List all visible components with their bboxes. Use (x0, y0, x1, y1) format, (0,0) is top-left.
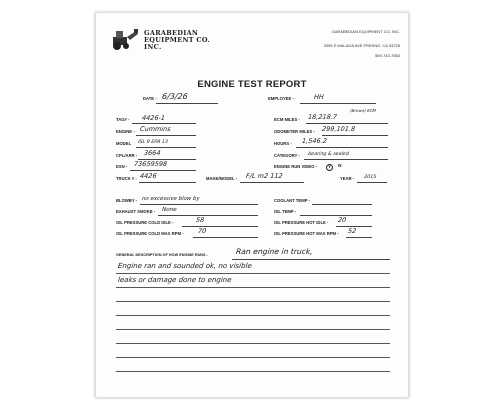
description-line-2 (116, 287, 390, 288)
category-label: CATEGORY - (274, 153, 300, 158)
tag-value: 4426-1 (141, 114, 166, 122)
video-option-n[interactable]: N (338, 164, 342, 169)
odometer-value: 299,101.8 (321, 125, 356, 133)
exhaust-value: None (161, 207, 177, 213)
esn-label: ESN - (116, 164, 128, 169)
model-value: ISL 9 EPA 13 (137, 140, 169, 145)
exhaust-line (158, 215, 258, 216)
cpl-value: 3664 (143, 149, 161, 157)
report-title: ENGINE TEST REPORT (197, 79, 307, 90)
description-label: GENERAL DESCRIPTION OF HOW ENGINE RUNS - (116, 253, 208, 257)
video-option-y[interactable]: Y (327, 165, 332, 170)
date-line (156, 103, 218, 104)
tag-label: TAG# - (116, 117, 130, 122)
hours-line (296, 147, 388, 148)
oil-cold-idle-line (182, 226, 258, 227)
makemodel-value: F/L m2 112 (245, 172, 283, 180)
odometer-label: ODOMETER MILES - (274, 129, 315, 134)
makemodel-line (240, 182, 304, 183)
exhaust-label: EXHAUST SMOKE - (116, 209, 156, 214)
description-line-3 (116, 301, 390, 302)
description-line-4 (116, 315, 390, 316)
model-label: MODEL (116, 141, 132, 146)
year-value: 2015 (363, 175, 377, 180)
makemodel-label: MAKE/MODEL - (206, 176, 238, 181)
company-name-line1: GARABEDIAN (144, 29, 199, 37)
date-value: 6/3/26 (161, 92, 189, 101)
ecm-note: (Brown) ECM (349, 108, 377, 113)
oil-hot-idle-value: 20 (337, 216, 347, 224)
ecm-value: 18,218.7 (307, 113, 338, 121)
oil-hot-max-line (346, 237, 372, 238)
truck-label: TRUCK # - (116, 176, 137, 181)
oil-hot-max-label: OIL PRESSURE HOT MAX RPM - (274, 231, 339, 236)
company-logo-icon (110, 25, 140, 51)
hours-value: 1,546.2 (301, 137, 328, 145)
oil-hot-idle-label: OIL PRESSURE HOT IDLE - (274, 220, 329, 225)
blowby-value: no excessive blow by (141, 196, 200, 202)
description-line-6 (116, 343, 390, 344)
truck-line (139, 182, 196, 183)
engine-value: Cummins (139, 125, 172, 133)
company-name (144, 30, 224, 51)
truck-value: 4426 (139, 172, 157, 180)
category-value: bearing & sealed (307, 152, 350, 157)
esn-line (130, 170, 196, 171)
address-street: 3395 E MALAGA AVE FRESNO, CA 93725 (323, 43, 400, 48)
oiltemp-line (300, 215, 372, 216)
oil-cold-max-value: 70 (197, 227, 207, 235)
ecm-line (306, 123, 388, 124)
ecm-label: ECM MILES - (274, 117, 300, 122)
blowby-label: BLOWBY - (116, 198, 138, 203)
employee-label: EMPLOYEE - (268, 96, 294, 101)
description-text-line2: Engine ran and sounded ok, no visible (117, 262, 253, 270)
oiltemp-label: OIL TEMP - (274, 209, 297, 214)
oil-cold-max-line (193, 237, 258, 238)
oil-hot-max-value: 52 (347, 227, 357, 235)
category-line (304, 159, 388, 160)
engine-label: ENGINE - (116, 129, 135, 134)
odometer-line (322, 135, 388, 136)
date-label: DATE - (143, 96, 157, 101)
address-company-name: GARABEDIAN EQUIPMENT CO. INC. (331, 29, 400, 34)
oil-cold-max-label: OIL PRESSURE COLD MAX RPM - (116, 231, 184, 236)
description-line-0 (232, 259, 390, 260)
cpl-label: CPL/ARR - (116, 153, 138, 158)
description-line-8 (116, 371, 390, 372)
coolant-line (312, 204, 372, 205)
hours-label: HOURS - (274, 141, 292, 146)
coolant-label: COOLANT TEMP - (274, 198, 310, 203)
oil-cold-idle-value: 58 (195, 216, 205, 224)
model-line (136, 147, 196, 148)
description-text-line3: leaks or damage done to engine (117, 276, 232, 284)
year-label: YEAR - (340, 176, 355, 181)
company-name-line2: EQUIPMENT CO. INC. (144, 36, 211, 51)
oil-cold-idle-label: OIL PRESSURE COLD IDLE - (116, 220, 174, 225)
year-line (357, 182, 387, 183)
description-line-1 (116, 273, 390, 274)
tag-line (132, 123, 196, 124)
employee-line (300, 103, 376, 104)
description-line-5 (116, 329, 390, 330)
address-phone: 559-743-7563 (375, 53, 400, 58)
description-text-line1: Ran engine in truck, (235, 247, 314, 256)
engine-test-report-sheet (95, 12, 409, 398)
video-label: ENGINE RUN VIDEO - (274, 164, 318, 169)
engine-line (136, 135, 196, 136)
blowby-line (140, 204, 258, 205)
description-line-7 (116, 357, 390, 358)
employee-value: HH (313, 93, 325, 101)
esn-value: 73659598 (133, 160, 168, 168)
